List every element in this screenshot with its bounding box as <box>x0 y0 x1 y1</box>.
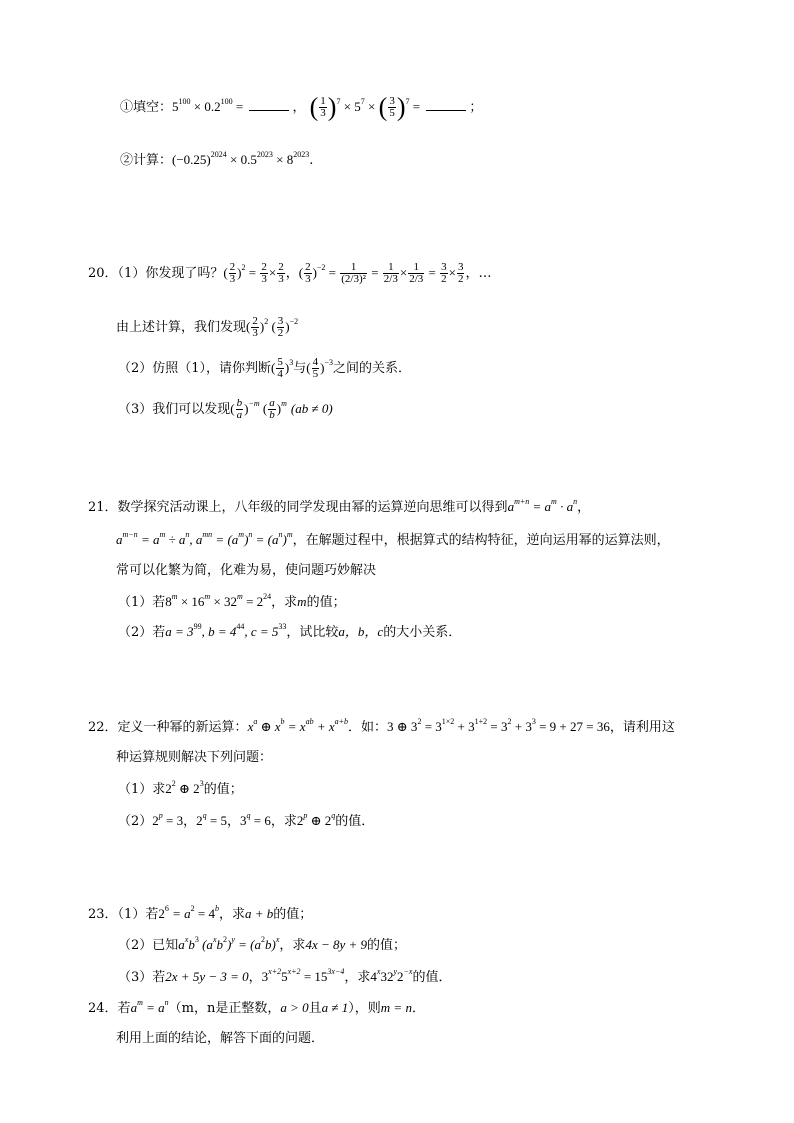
q20-line2: 由上述计算，我们发现( $\frac{2}{3}$ )$^2$ ( $\frac{3}{2}$ )$^{-2}$ <box>116 315 299 339</box>
q19-calc-line: ②计算：$(-0.25)^{2024} \times 0.5^{2023} \times 8^{2023}$. <box>120 150 314 168</box>
q19-fill-label: ①填空： <box>120 100 173 115</box>
q20-line1: 20．（1）你发现了吗？( $\frac{2}{3}$ )$^2$ = $\frac{2}{3}$ × $\frac{2}{3}$ ，( $\frac{2}{3}$ )$^{-2}$ = $\frac{1}{\text{(2/3)²}}$ = $\frac{1}{2/3}$ × $\frac{1}{2/3}$ = $\frac{3}{2}$ × $\frac{3}{2}$ ，… <box>88 261 492 285</box>
question-number-23: 23． <box>88 907 118 922</box>
q23-part3: （3）若2x + 5y − 3 = 0，$3^{x+2}5^{x+2} = 15^{3x-4}$，求$4^x32^y2^{-x}$的值． <box>118 967 452 985</box>
q21-line2: $a^{m-n} = a^m \div a^n$, $a^{mn} = (a^m)^n = (a^n)^m$，在解题过程中，根据算式的结构特征，逆向运用幂的运算法则， <box>116 530 670 548</box>
q20-part2: （2）仿照（1），请你判断( $\frac{5}{4}$ )$^3$与( $\frac{4}{5}$ )$^{-3}$之间的关系． <box>118 356 411 380</box>
question-number-22: 22． <box>88 720 118 735</box>
question-number-24: 24． <box>88 1001 118 1016</box>
q20-part3: （3）我们可以发现( $\frac{b}{a}$ )$^{-m}$ ( $\frac{a}{b}$ )$^m$ (ab ≠ 0) <box>118 397 333 421</box>
q23-part1: 23．（1）若$2^6 = a^2 = 4^b$，求a + b的值； <box>88 904 313 922</box>
q19-blank-2 <box>426 98 466 111</box>
q22-part1: （1）求$2^2$ ⊕ $2^3$的值； <box>118 779 243 797</box>
q22-line2: 种运算规则解决下列问题： <box>116 750 273 765</box>
question-number-21: 21． <box>88 500 118 515</box>
q21-part1: （1）若$8^m \times 16^m \times 32^m = 2^{24}$，求m的值； <box>118 592 346 610</box>
q19-blank-1 <box>249 98 289 111</box>
q22-line1: 22．定义一种幂的新运算：$x^a$ ⊕ $x^b = x^{ab} + x^{a+b}$．如：3 ⊕ $3^2 = 3^{1\times 2} + 3^{1+2} = 3^2 + 3^3 = 9 + 27 = 36$，请利用这 <box>88 717 675 735</box>
q24-line2: 利用上面的结论，解答下面的问题． <box>116 1031 325 1046</box>
q22-part2: $(2)2^p = 3$，$2^q = 5$，$3^q = 6$，求2$^p$ ⊕ 2$^q$的值． <box>118 811 375 829</box>
q21-part2: （2）若$a = 3^{99}$, $b = 4^{44}$, $c = 5^{33}$，试比较a，b，c的大小关系． <box>118 622 462 640</box>
q19-fill-line: ①填空：$5^{100} \times 0.2^{100}$ = ， ( $\frac{1}{3}$ )$^7 \times 5^7$ × ( $\frac{3}{5}$ )$^7$ = ； <box>120 92 483 122</box>
question-number-20: 20． <box>88 266 118 281</box>
q21-line3: 常可以化繁为简，化难为易，使问题巧妙解决 <box>116 563 377 578</box>
q19-calc-label: ②计算： <box>120 153 173 168</box>
q24-line1: 24．若$a^m = a^n(m$，n是正整数，a > 0且a ≠ 1），则m = n． <box>88 998 425 1016</box>
q23-part2: （2）已知$a^xb^3$ $(a^xb^2)^y = (a^2b)^x$，求4x − 8y + 9的值； <box>118 935 407 953</box>
q21-line1: 21．数学探究活动课上，八年级的同学发现由幂的运算逆向思维可以得到$a^{m+n} = a^m \cdot a^n$， <box>88 497 591 515</box>
